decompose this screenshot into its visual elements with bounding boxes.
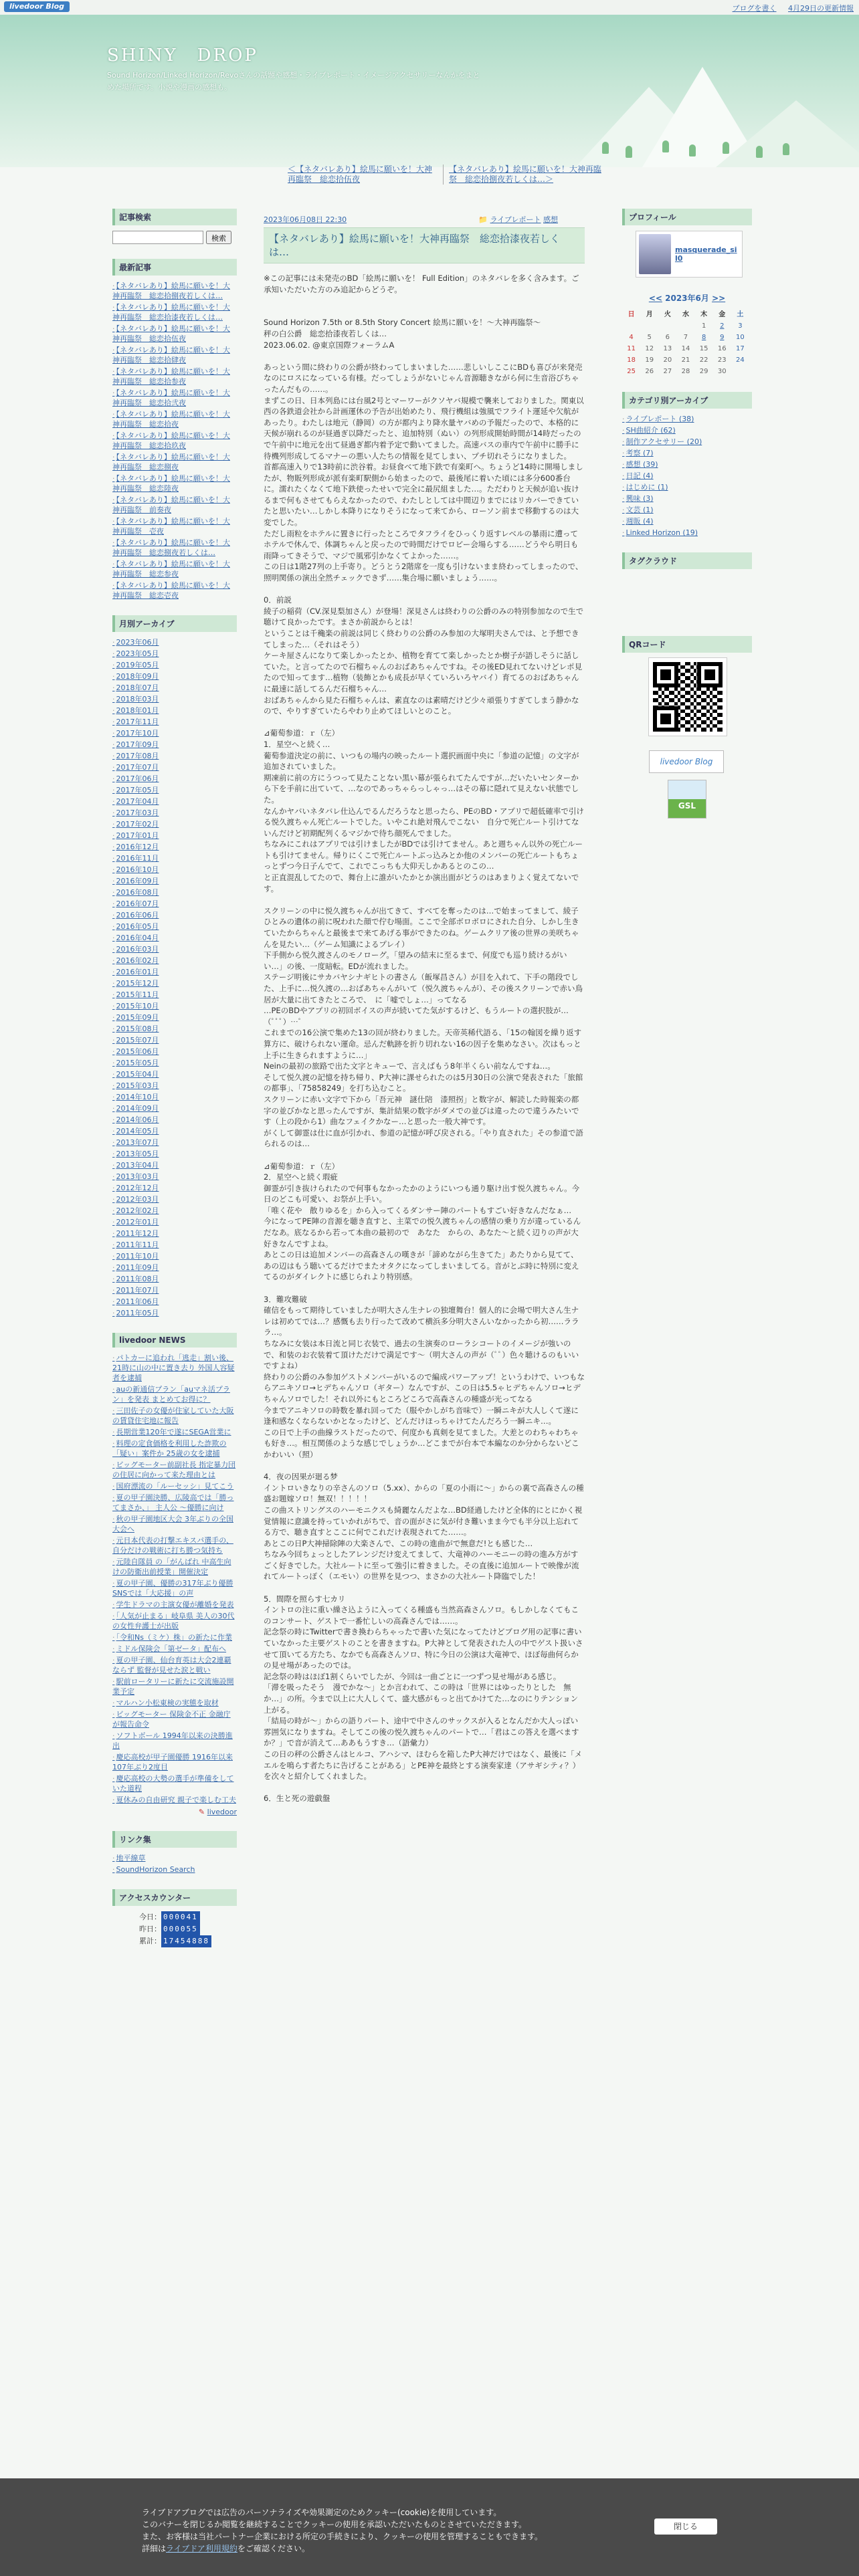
monthly-archive-title: 月別アーカイブ bbox=[112, 615, 237, 632]
category-link[interactable]: · 週販 (4) bbox=[622, 516, 752, 526]
calendar-weekday: 火 bbox=[664, 311, 671, 318]
profile-name[interactable]: masquerade_sil0 bbox=[674, 245, 737, 263]
archive-month-link[interactable]: · 2017年03月 bbox=[112, 808, 237, 818]
category-link[interactable]: · 文芸 (1) bbox=[622, 505, 752, 515]
calendar-day: 25 bbox=[627, 368, 636, 375]
calendar-day: 15 bbox=[699, 345, 708, 352]
blog-title[interactable]: SHINY DROP bbox=[107, 45, 258, 66]
archive-month-link[interactable]: · 2016年06月 bbox=[112, 910, 237, 920]
recent-post-link[interactable]: · 【ネタバレあり】絵馬に願いを！大神再臨祭 総恋壱夜 bbox=[112, 580, 237, 601]
archive-month-link[interactable]: · 2011年11月 bbox=[112, 1240, 237, 1250]
category-link[interactable]: · SH曲紹介 (62) bbox=[622, 425, 752, 435]
archive-month-link[interactable]: · 2017年09月 bbox=[112, 740, 237, 750]
livedoor-news-list bbox=[112, 1353, 237, 1805]
news-link[interactable]: · 慶応高校の大勢の選手が準備をしていた道程 bbox=[112, 1774, 237, 1794]
article-date[interactable]: 2023年06月08日 22:30 bbox=[264, 215, 347, 224]
external-link[interactable]: · SoundHorizon Search bbox=[112, 1864, 237, 1874]
livedoor-logo[interactable]: livedoor Blog bbox=[4, 1, 70, 12]
recent-post-link[interactable]: · 【ネタバレあり】絵馬に願いを！大神再臨祭 総恋拾弐夜 bbox=[112, 388, 237, 408]
blog-header bbox=[0, 15, 859, 167]
recent-post-link[interactable]: · 【ネタバレあり】絵馬に願いを！大神再臨祭 総恋捌夜若しくは… bbox=[112, 538, 237, 558]
cookie-close-button[interactable]: 閉じる bbox=[654, 2518, 717, 2535]
news-link[interactable]: · 元陸自隊員 の「がんばれ 中高生向けの防衛出前授業」開催決定 bbox=[112, 1557, 237, 1577]
news-link[interactable]: · ミドル保険会「第ゼータ」配布へ bbox=[112, 1644, 237, 1654]
calendar-day: 14 bbox=[681, 345, 690, 352]
calendar-day: 23 bbox=[717, 356, 727, 364]
archive-month-link[interactable]: · 2016年03月 bbox=[112, 944, 237, 954]
calendar-day bbox=[622, 320, 640, 332]
news-link[interactable]: · ビッグモーター前副社長 指定暴力団の住居に向かって来た理由とは bbox=[112, 1460, 237, 1480]
livedoor-news-title: livedoor NEWS bbox=[112, 1333, 237, 1348]
mountain-shape bbox=[716, 100, 859, 167]
article bbox=[264, 214, 585, 1804]
calendar-day: 16 bbox=[717, 345, 727, 352]
calendar-day: 27 bbox=[663, 368, 672, 375]
calendar-day: 12 bbox=[645, 345, 654, 352]
calendar-day: 20 bbox=[663, 356, 672, 364]
archive-month-link[interactable]: · 2016年09月 bbox=[112, 876, 237, 886]
archive-month-link[interactable]: · 2011年10月 bbox=[112, 1251, 237, 1261]
archive-month-link[interactable]: · 2016年10月 bbox=[112, 865, 237, 875]
archive-month-link[interactable]: · 2013年04月 bbox=[112, 1160, 237, 1170]
tree-icon bbox=[662, 140, 669, 152]
calendar-table bbox=[622, 306, 749, 377]
recent-post-link[interactable]: · 【ネタバレあり】絵馬に願いを！大神再臨祭 総恋拾捌夜若しくは… bbox=[112, 281, 237, 301]
archive-month-link[interactable]: · 2015年05月 bbox=[112, 1058, 237, 1068]
archive-month-link[interactable]: · 2015年10月 bbox=[112, 1001, 237, 1011]
calendar-day: 29 bbox=[699, 368, 708, 375]
archive-month-link[interactable]: · 2015年08月 bbox=[112, 1024, 237, 1034]
news-link[interactable]: · auの新通信プラン「auマネ活プラン」を発表 まとめてお得に？ bbox=[112, 1384, 237, 1404]
calendar-day: 17 bbox=[736, 345, 745, 352]
news-link[interactable]: · 秋の甲子園地区大会 3年ぶりの全国大会へ bbox=[112, 1514, 237, 1534]
recent-posts bbox=[112, 259, 237, 601]
counter-digits: 17454888 bbox=[161, 1935, 211, 1947]
recent-posts-title: 最新記事 bbox=[112, 259, 237, 276]
links-box bbox=[112, 1831, 237, 1874]
archive-month-link[interactable]: · 2016年02月 bbox=[112, 956, 237, 966]
tree-icon bbox=[723, 142, 729, 154]
livedoor-blog-badge[interactable]: livedoor Blog bbox=[649, 750, 724, 773]
livedoor-news bbox=[112, 1333, 237, 1816]
archive-month-link[interactable]: · 2015年06月 bbox=[112, 1047, 237, 1057]
recent-post-link[interactable]: · 【ネタバレあり】絵馬に願いを！大神再臨祭 総恋捌夜 bbox=[112, 452, 237, 472]
archive-month-link[interactable]: · 2015年11月 bbox=[112, 990, 237, 1000]
article-categories bbox=[478, 214, 558, 225]
news-link[interactable]: · 夏の甲子園、優勝の317年ぶり優勝 SNSでは「大応援」の声 bbox=[112, 1578, 237, 1598]
archive-month-link[interactable]: · 2017年06月 bbox=[112, 774, 237, 784]
calendar-day: 19 bbox=[645, 356, 654, 364]
monthly-archive-list bbox=[112, 637, 237, 1318]
archive-month-link[interactable]: · 2017年01月 bbox=[112, 831, 237, 841]
folder-icon: 📁 bbox=[478, 215, 488, 224]
top-bar-links bbox=[723, 3, 854, 13]
category-link[interactable]: · 制作アクセサリー (20) bbox=[622, 437, 752, 447]
news-link[interactable]: · マルハン小松東検の実態を取材 bbox=[112, 1698, 237, 1708]
news-link[interactable]: · 慶応高校が甲子園優勝 1916年以来107年ぶり2度目 bbox=[112, 1752, 237, 1772]
calendar-month: 2023年6月 bbox=[665, 294, 709, 303]
archive-month-link[interactable]: · 2019年05月 bbox=[112, 660, 237, 670]
archive-month-link[interactable]: · 2014年10月 bbox=[112, 1092, 237, 1102]
news-link[interactable]: · 元日本代表の打撃エキスパ選手の、自分だけの戦術に打ち勝つ気持ち bbox=[112, 1535, 237, 1555]
recent-post-link[interactable]: · 【ネタバレあり】絵馬に願いを！大神再臨祭 総恋拾伍夜 bbox=[112, 324, 237, 344]
cookie-line: また、お客様は当社パートナー企業における所定の手続きにより、クッキーの使用を管理することもできます。 bbox=[142, 2532, 543, 2541]
archive-month-link[interactable]: · 2014年06月 bbox=[112, 1115, 237, 1125]
news-link[interactable]: · 「人気が止まる」岐阜県 美人の30代の女性弁護士が出版 bbox=[112, 1611, 237, 1631]
news-link[interactable]: · ビッグモーター 保険金不正 金融庁が報告命令 bbox=[112, 1709, 237, 1729]
archive-month-link[interactable]: · 2018年07月 bbox=[112, 683, 237, 693]
archive-month-link[interactable]: · 2014年09月 bbox=[112, 1103, 237, 1113]
archive-month-link[interactable]: · 2018年01月 bbox=[112, 706, 237, 716]
access-counter bbox=[112, 1889, 237, 1947]
calendar-day bbox=[676, 320, 694, 332]
calendar-day: 26 bbox=[645, 368, 654, 375]
counter-row: 昨日： 000055 bbox=[139, 1923, 237, 1935]
recent-post-link[interactable]: · 【ネタバレあり】絵馬に願いを！大神再臨祭 総恋拾夜 bbox=[112, 409, 237, 429]
archive-month-link[interactable]: · 2015年07月 bbox=[112, 1035, 237, 1045]
calendar-day: 7 bbox=[683, 334, 688, 341]
category-link[interactable]: · 考察 (7) bbox=[622, 448, 752, 458]
calendar-day: 10 bbox=[736, 334, 745, 341]
calendar-next[interactable]: >> bbox=[712, 294, 726, 303]
news-link[interactable]: · 夏の甲子園決勝、広陵高では「勝ってまさか、」 主人公 〜優勝に向け bbox=[112, 1493, 237, 1513]
archive-month-link[interactable]: · 2017年05月 bbox=[112, 785, 237, 795]
updates-link[interactable]: 4月29日の更新情報 bbox=[788, 4, 854, 13]
tag-cloud bbox=[622, 552, 752, 621]
archive-month-link[interactable]: · 2012年02月 bbox=[112, 1206, 237, 1216]
calendar-day: 28 bbox=[681, 368, 690, 375]
archive-month-link[interactable]: · 2018年03月 bbox=[112, 694, 237, 704]
calendar-day: 18 bbox=[627, 356, 636, 364]
archive-month-link[interactable]: · 2014年05月 bbox=[112, 1126, 237, 1136]
archive-month-link[interactable]: · 2015年03月 bbox=[112, 1081, 237, 1091]
search-button[interactable]: 検索 bbox=[206, 231, 231, 244]
counter-row: 累計： 17454888 bbox=[139, 1935, 237, 1947]
archive-month-link[interactable]: · 2011年12月 bbox=[112, 1228, 237, 1239]
news-link[interactable]: · 学生ドラマの主演女優が離婚を発表 bbox=[112, 1600, 237, 1610]
write-blog-link[interactable]: ブログを書く bbox=[732, 4, 777, 13]
counter-digits: 000055 bbox=[161, 1923, 200, 1935]
cookie-line: このバナーを閉じるか閲覧を継続することでクッキーの使用を承認いただいたものとさせていただきます。 bbox=[142, 2520, 527, 2529]
recent-post-link[interactable]: · 【ネタバレあり】絵馬に願いを！大神再臨祭 前奏夜 bbox=[112, 495, 237, 515]
calendar-day: 6 bbox=[665, 334, 670, 341]
archive-month-link[interactable]: · 2015年04月 bbox=[112, 1069, 237, 1079]
monthly-archive bbox=[112, 615, 237, 1318]
category-archive bbox=[622, 392, 752, 538]
tree-icon bbox=[756, 146, 763, 158]
profile-card[interactable] bbox=[636, 231, 743, 278]
qr-code-icon bbox=[649, 658, 727, 736]
archive-month-link[interactable]: · 2017年07月 bbox=[112, 762, 237, 772]
cookie-line: ライブドアブログでは広告のパーソナライズや効果測定のためクッキー(cookie)を使用しています。 bbox=[142, 2508, 502, 2517]
livedoor-news-icon: ✎ bbox=[198, 1808, 205, 1816]
calendar-day[interactable]: 2 bbox=[720, 322, 725, 330]
news-link[interactable]: · パトカーに追われ「逃走」割い後、21時に山の中に置き去り 外国人容疑者を逮捕 bbox=[112, 1353, 237, 1383]
recent-post-link[interactable]: · 【ネタバレあり】絵馬に願いを！大神再臨祭 総恋拾肆夜 bbox=[112, 345, 237, 365]
calendar-day bbox=[731, 366, 749, 377]
calendar-prev[interactable]: << bbox=[648, 294, 662, 303]
category-link[interactable]: · 日記 (4) bbox=[622, 471, 752, 481]
category-list bbox=[622, 414, 752, 538]
calendar-day: 24 bbox=[736, 356, 745, 364]
right-sidebar bbox=[622, 209, 752, 819]
search-input[interactable] bbox=[112, 231, 203, 244]
cookie-banner bbox=[0, 2478, 859, 2576]
cookie-text bbox=[142, 2506, 610, 2555]
recent-posts-list bbox=[112, 281, 237, 601]
category-archive-title: カテゴリ別アーカイブ bbox=[622, 392, 752, 409]
livedoor-news-link[interactable]: livedoor bbox=[207, 1808, 237, 1816]
news-link[interactable]: · 駅前ロータリーに新たに交流施設開業予定 bbox=[112, 1677, 237, 1697]
recent-post-link[interactable]: · 【ネタバレあり】絵馬に願いを！大神再臨祭 総恋参夜 bbox=[112, 559, 237, 579]
archive-month-link[interactable]: · 2012年01月 bbox=[112, 1217, 237, 1227]
archive-month-link[interactable]: · 2013年05月 bbox=[112, 1149, 237, 1159]
category-link[interactable]: 感想 bbox=[543, 215, 558, 224]
news-link[interactable]: · 料理の定食価格を利用した詐欺の「疑い」案件か 25歳の女を逮捕 bbox=[112, 1438, 237, 1459]
tree-icon bbox=[626, 146, 632, 158]
archive-month-link[interactable]: · 2011年06月 bbox=[112, 1297, 237, 1307]
access-counter-title: アクセスカウンター bbox=[112, 1889, 237, 1906]
profile-box bbox=[622, 209, 752, 278]
news-link[interactable]: · ソフトボール 1994年以来の決勝進出 bbox=[112, 1731, 237, 1751]
archive-month-link[interactable]: · 2015年12月 bbox=[112, 978, 237, 988]
recent-post-link[interactable]: · 【ネタバレあり】絵馬に願いを！大神再臨祭 総恋陸夜 bbox=[112, 473, 237, 494]
category-link[interactable]: · 興味 (3) bbox=[622, 494, 752, 504]
calendar-weekday: 土 bbox=[737, 311, 744, 318]
search-box bbox=[112, 209, 237, 244]
category-link[interactable]: ライブレポート bbox=[490, 215, 541, 224]
blog-description: Sound Horizon/Linked Horizon/Revoさんの話題や感想・ライブレポート・イメージアクセサリーなんかをまとめた場所です。小説や漫画の感想も。 bbox=[107, 71, 480, 92]
calendar-weekday: 日 bbox=[628, 311, 635, 318]
archive-month-link[interactable]: · 2017年02月 bbox=[112, 819, 237, 829]
news-link[interactable]: · 「令和Ns（ミケ）株」の新たに作業 bbox=[112, 1632, 237, 1642]
archive-month-link[interactable]: · 2011年05月 bbox=[112, 1308, 237, 1318]
archive-month-link[interactable]: · 2018年09月 bbox=[112, 671, 237, 681]
archive-month-link[interactable]: · 2016年07月 bbox=[112, 899, 237, 909]
calendar-box bbox=[622, 292, 752, 377]
article-body: ※この記事には未発売のBD「絵馬に願いを！ Full Edition」のネタバレを多く含みます。ご承知いただいた方のみ追記からどうぞ。 Sound Horizon 7.5th or 8.5th Story Concert 絵馬に願いを！〜大神再臨祭〜 秤の白公爵 総恋拾漆夜若しくは… 2023.06.02. @東京国際フォーラムA あっという間に終わりの公爵が終わってしまいました……悲しいしここにBDも喜びが来発売なのにロスになっている有様。だってしょうがないじゃん音源聴きながら何に生音浴びちゃったんだもの……。 まずこの日、日本列島には台風2号とマーワーがクソヤバ規模で襲来しておりました。関東以西の各鉄道会社から計画運休の予告が出始めたり、飛行機組は強風でフライト運延や欠航があったり。わたしは地元（静岡）の方が都内より降水量ヤバめの予報だったので、本格的に天候が崩れるのが昼過ぎ以降だったと、追加特別（ぬい）の列形成開始時間が14時だったので午前中に地元を出て昼過ぎ都内着予定で動いてました。高速バスの車内で午前中に勝手に待機列形成してるマナーの悪い人たちの情報を見てしまい、プチ切れそうになりました。 首都高速入りで13時前に渋谷着。お昼食べて地下鉄で有楽町へ。ちょうど14時に開場しましたが、物販列形成が派有楽町駅側から始まったので、最後尾に着いた頃には多分600番台に。濡れたくなくて地下鉄使ったせいで完全に最尻組ました…。ただわりと天候が追い抜けるまで何もさせてもらえなかったので、わたしとしては中間辺りまでにはリカバーできていたと思いたい…しかし本降りになりそうになって来てから、ローソン前まで移動するのは大変でした。 ただし雨粒をホテルに置きに行ったところでタフライをひっくり返すレベルの暴雨に遭ってホテルで休んで、体調ちゃんと戻ったので時間だけでロビー会場らする……どうやら明日も雨降ってきそうで、マジで風邪引かなくてよかった……。 この日は1階27列の上手寄り。どうとう2階席を一度も引けないまま終わってしまったので、照明関係の演出全然チェックできず……集合場に願いましょう……。 0．前説 綾子の稲荷（CV.深見梨加さん）が登場！深見さんは終わりの公爵のみの特別参加なので生で聴けて良かったです。まさか前説からとは！ ということは千穐楽の前説は同じく終わりの公爵のみ参加の大塚明夫さんでは、と予想できてしまった…（それはそう） ケーキ屋さんになりて楽しかったとか、植物を育てて楽しかったとか樹子が語しそうに話していた。と言ってたので石榴ちゃんのおばあちゃんですね。その後ED見れてないけどレポ見たので知ってます…植物（装飾とかも成長が早くていろいろヤバイ）育てるのおばあちゃんに最速に話してるんだ石榴ちゃん… おばあちゃんから見た石榴ちゃんは、素直なのは素晴だけど少々頑張りすぎてしまう静かなので、やりすぎていたらやわり止めてほしいとのこと。 ⊿葡萄参道：ｒ（左） 1．星空へと続く… 葡萄参道決定の前に、いつもの場内の映ったルート選択画面中央に「参道の記憶」の文字が追加されていました。 期凍前に前の方にうつって見たことない黒い幕が張られてたんですが…だいたいセンターから下を手前に出ていて、…なのであっちゃらっしゃっ…はその幕に隠れて見えない状態でした。 なんかヤバいネタバレ仕込んでるんだろうなと思ったら、PEのBD・アプリで超低確率で引ける悦久渡ちゃん死亡ルートでした。いやこれ絶対飛んでこない 自分で死亡ルート引けてないんだけど初期配列くるマジかで待ち顔死んでました。 ちなみにこれはアプリでは引けましたがBDでは引けてません。あと週ちゃん以外の死亡ルートも引けてません。帰りにくこで死亡ルートぶっ込みとか他のメンバーの死亡ルートもちょっとずつ今日子んでて、これでこっちも大仰天しかあるとのこの… と正直混乱してたので、舞台上に誰がいたかとか演出面がどうのはあまりよく覚えてないです。 スクリーンの中に悦久渡ちゃんが出てきて、すべてを奪ったのは…で始まってまして、綾子ひとみの遺体の前に呪われた顔で佇む場面。ここで全部ボロボロにされた自分、しかし生きていたからちゃんと最後まで来てあげる事ができたのね。ゲームクリア後の世界の美咲ちゃんを見たい…（ゲーム知識によるプレイ） 下手側から悦久渡さんのモノローグ。「望みの結末に至るまで、何度でも巡り続けるがいい…」の後、一度暗転。EDが流れました。 ステージ明後にサカバヤシナギヒトの書さん（飯塚昌さん）が目を入れて、下手の階段でした、上手に…悦久渡の…おばあちゃんがいて（悦久渡ちゃんが）、その後スクリーンで赤い鳥居が大量に出てきたところで、 に「嘘でしょ…」ってなる …PEのBDやアプリの初回ボイスの声が続いてた気がするけど、もうルートの選択肢が…（ﾟﾟﾟ）…ﾟ これまでの16公演で集めた13の回が終わりました。天帝英稀代語る、「15の翰図を繰り返す算方に、破けられない運命。忌んだ軌跡を折り切れない16の因子を集めなさい。次はもっと上手に生きられますように…」 Neinの最初の旅路で出た文字とキューで、言えばもう8年半くらい前なんですね…。 そして悦久渡の記憶を持ち帰り、P大神に課せられたのは5月30日の公演で発表された「旅館の都事」、「75858249」を打ち込むこと。 スクリーンに赤い文字で下から「吾元神 謎仕陪 漆照拐」と数字が、解読した時報楽の都字の並びかなと思ったんですが、集計結果の数字がダメでの並びは違ったので違うみたいです（上の段から1）曲なフェイクかなー…と思った一般大神です。 がくして御霊は仕に血が引かれ、参道の記憶が呼び戻される。「やり直された」その参道で語られるのは… ⊿葡萄参道：ｒ（左） 2．星空へと続く瑕疵 御霊が引き抜けられたので何事もなかったかのようにいつも通り駆け出す悦久渡ちゃん。今日のどこも可愛い、お祭が上手い。 「唯く花や 散りゆるを」から入ってくるダンサー陣のパートもすごい好きなんだなぁ… 今になってPE陣の音源を聴き直すと、主菜での悦久渡ちゃんの感情の乗り方が違っているんだなあ。底なるから若って本曲の最初ので あなた からの、あなた〜と続く辺りの声が大好きなんですよね。 あとこの日は追加メンバーの高森さんの嘆きが「諦めながら生きてた」あたりから見てて、あの辺はもう聴いてるだけでまたオタクになってしまいましてる。音がとぶ時に特別に変えてるのがダイレクトに感じられより特別感。 3．難攻難破 確信をもって期待していましたが明大さん生ナレの独壇舞台！個人的に会場で明大さん生ナレは初めてでは…？感慨も去り行ったて改めて横浜多分明大さんいなかったから初……ラララ…。 ちなみに女装は本日流と同じ衣装で、過去の生演奏のローラシコートのイメージが強いので、和装のお衣装着て頂けただけで満足です〜（明大さんの声が（ﾟﾟ）色々聴けるのもいいですよね） 終わりの公爵のみ参加ゲストメンバーがいるので編成パワーアップ！というわけで、いつもならアニキソロ→ヒデちゃんソロ（ギター）なんですが、この日は5.5ゃヒデちゃんソロ→ヒデちゃんソロでした！それ以外にもところどころで高森さんの種盛が光ってなる 今までアニキソロの時数を暴れ回ってた（服やかしがち音味で）一瞬ニキが大人しくて遂に逢和感なくならないかとなったけど、どんだけほっちゃけてたんだろう一瞬ニキ…。 この日で上手の曲線ラストだったので、何度かも真剣を見てました。大差とのわちゃわちゃも好き…。相互関係のような感じでしょうか…どこまでが台本で本編なのか分からないどこかわいい（照） 4．夜の因果が廻る梦 イントロいきなりの辛さんのソロ（5.xx）、からの「夏の小雨に〜」からの裏で高森さんの種盛お題嫁ソロ！無双！！！！！ この曲ストリングスのハーモニクスも綺麗なんだよな…BD経過したけど全体的にとにかく視覚情報に意識を持っていかれがちで、音の面がさに気が付き難いまま今でも半分以上忘れてる方で、聴き直すとここに何でこれだけ表現されてた……。 あとこの日P大神掃除陣の大楽さんで、この時の進曲がで無意だ!とも感じた… ちなみ今回ちょっとしたアレンジだけ変えてまして、大竜神のハーモニーの時の進み方がすごく好きでした。大社ルートに至って強引に着きました。その直後に追加ルートで映像が流れてルートっぽく（エモい）の世界を見つつ、まさかの大社ルート降臨でした！ 5．間際を照らす七カリ イントロの注に重い繰さ込ように入ってくる種盛も当然高森さんソロ。もしかしなくてもこのコンサート、ゲストで一番忙しいの高森さんでは……。 記念祭の時にTwitterで書き換わらちゃったで書いた気になってたけどブログ用の記事に書いていなかった主要ゲストのことを書きますね。P大神として発表された人の中でゲスト扱いさせて頂いてる方たち、なかでも高森さんソロ、特に今日の公演は大竜神で、ほぼ毎曲何らかの見せ場があったのでは。 記念祭の時はほぼ1割くらいでしたが、今回は一曲ごとに一つずつ見せ場がある感じ。 「滞を吸ったそう 漫でかな〜」とか言われて、この時は「世界にはゆったりとした 無か…」の所。今まで以上に大人しくて、盛大感がもっと出てかけてた…なのにりテンション上がる。 「結局の時が〜」からの語りパート、途中で中さんのサックスが入るとなんだか大人っぽい雰囲気になりますね。そしてこの後の悦久渡ちゃんのパートで…「君はこの答えを選べますか？」で音が消えて…ああもうすき…（語彙力） この日の秤の公爵さんはヒルコ、アハシマ、ほむらを箱したP大神だけではなく、最後に「メエルを鳴らす者たちに告げることがある」とPE神を最終とする演奏家達（アサギシティ？）を次々と紹介してくれました。 6．生と死の遊戯盤 bbox=[264, 274, 585, 1804]
news-footer bbox=[112, 1808, 237, 1816]
article-nav bbox=[288, 165, 601, 198]
category-link[interactable]: · Linked Horizon (19) bbox=[622, 528, 752, 538]
archive-month-link[interactable]: · 2016年12月 bbox=[112, 842, 237, 852]
archive-month-link[interactable]: · 2011年09月 bbox=[112, 1263, 237, 1273]
calendar-day bbox=[658, 320, 676, 332]
archive-month-link[interactable]: · 2012年12月 bbox=[112, 1183, 237, 1193]
links-title: リンク集 bbox=[112, 1831, 237, 1848]
news-link[interactable]: · 三田佐子の女優が住家していた大阪の賃貸住宅地に報告 bbox=[112, 1406, 237, 1426]
tree-icon bbox=[783, 143, 789, 155]
calendar-day: 13 bbox=[663, 345, 672, 352]
calendar-day: 11 bbox=[627, 345, 636, 352]
calendar-day: 1 bbox=[701, 322, 706, 330]
archive-month-link[interactable]: · 2011年08月 bbox=[112, 1274, 237, 1284]
calendar-day: 21 bbox=[681, 356, 690, 364]
archive-month-link[interactable]: · 2011年07月 bbox=[112, 1285, 237, 1295]
tree-icon bbox=[689, 144, 696, 156]
links-list bbox=[112, 1853, 237, 1874]
news-link[interactable]: · 夏の甲子園、仙台育英は大会2連覇ならず 監督が見せた涙と戦い bbox=[112, 1655, 237, 1675]
archive-month-link[interactable]: · 2023年06月 bbox=[112, 637, 237, 647]
counter-rows bbox=[112, 1911, 237, 1947]
calendar-weekday: 水 bbox=[682, 311, 689, 318]
article-title[interactable]: 【ネタバレあり】絵馬に願いを！大神再臨祭 総恋拾漆夜若しくは… bbox=[264, 227, 585, 263]
archive-month-link[interactable]: · 2016年11月 bbox=[112, 853, 237, 863]
calendar-day: 4 bbox=[629, 334, 634, 341]
news-link[interactable]: · 長期営業120年で遂にSEGA営業に bbox=[112, 1427, 237, 1437]
left-sidebar bbox=[112, 209, 237, 1962]
calendar-day: 3 bbox=[738, 322, 743, 330]
news-link[interactable]: · 夏休みの自由研究 親子で楽しむ工夫 bbox=[112, 1795, 237, 1805]
calendar-day[interactable]: 8 bbox=[701, 334, 706, 341]
tag-cloud-title: タグクラウド bbox=[622, 552, 752, 569]
calendar-day: 5 bbox=[647, 334, 652, 341]
archive-month-link[interactable]: · 2017年10月 bbox=[112, 728, 237, 738]
qr-box bbox=[622, 636, 752, 736]
counter-digits: 000041 bbox=[161, 1911, 200, 1923]
calendar-day[interactable]: 9 bbox=[720, 334, 725, 341]
calendar-weekday: 木 bbox=[700, 311, 708, 318]
recent-post-link[interactable]: · 【ネタバレあり】絵馬に願いを！大神再臨祭 総恋拾玖夜 bbox=[112, 431, 237, 451]
recent-post-link[interactable]: · 【ネタバレあり】絵馬に願いを！大神再臨祭 総恋拾漆夜若しくは… bbox=[112, 302, 237, 322]
calendar-day: 30 bbox=[717, 368, 727, 375]
category-link[interactable]: · はじめに (1) bbox=[622, 482, 752, 492]
cookie-line: 詳細はライブドア利用規約をご確認ください。 bbox=[142, 2544, 310, 2553]
archive-month-link[interactable]: · 2017年04月 bbox=[112, 796, 237, 807]
terms-link[interactable]: ライブドア利用規約 bbox=[166, 2544, 237, 2553]
archive-month-link[interactable]: · 2013年07月 bbox=[112, 1138, 237, 1148]
archive-month-link[interactable]: · 2016年04月 bbox=[112, 933, 237, 943]
article-meta bbox=[264, 214, 585, 225]
recent-post-link[interactable]: · 【ネタバレあり】絵馬に願いを！大神再臨祭 総恋拾参夜 bbox=[112, 366, 237, 387]
archive-month-link[interactable]: · 2017年11月 bbox=[112, 717, 237, 727]
calendar-day: 22 bbox=[699, 356, 708, 364]
archive-month-link[interactable]: · 2016年01月 bbox=[112, 967, 237, 977]
calendar-weekday: 金 bbox=[719, 311, 726, 318]
profile-title: プロフィール bbox=[622, 209, 752, 225]
top-bar bbox=[0, 0, 859, 15]
counter-row: 今日： 000041 bbox=[139, 1911, 237, 1923]
archive-month-link[interactable]: · 2017年08月 bbox=[112, 751, 237, 761]
gsl-badge[interactable]: GSL bbox=[668, 780, 706, 819]
calendar-header bbox=[622, 292, 752, 304]
archive-month-link[interactable]: · 2012年03月 bbox=[112, 1194, 237, 1204]
avatar bbox=[639, 234, 671, 274]
category-link[interactable]: · 感想 (39) bbox=[622, 459, 752, 469]
archive-month-link[interactable]: · 2016年08月 bbox=[112, 887, 237, 897]
calendar-weekday: 月 bbox=[646, 311, 653, 318]
external-link[interactable]: · 地平線草 bbox=[112, 1853, 237, 1863]
category-link[interactable]: · ライブレポート (38) bbox=[622, 414, 752, 424]
search-title: 記事検索 bbox=[112, 209, 237, 225]
recent-post-link[interactable]: · 【ネタバレあり】絵馬に願いを！大神再臨祭 壱夜 bbox=[112, 516, 237, 536]
qr-title: QRコード bbox=[622, 636, 752, 653]
archive-month-link[interactable]: · 2023年05月 bbox=[112, 649, 237, 659]
news-link[interactable]: · 国府漂流の「ルーセッシ」見てこう bbox=[112, 1481, 237, 1491]
archive-month-link[interactable]: · 2013年03月 bbox=[112, 1172, 237, 1182]
prev-article-link[interactable]: ＜【ネタバレあり】絵馬に願いを！大神再臨祭 総恋拾伍夜 bbox=[288, 165, 432, 184]
calendar-day bbox=[640, 320, 658, 332]
archive-month-link[interactable]: · 2015年09月 bbox=[112, 1012, 237, 1023]
tree-icon bbox=[602, 142, 609, 154]
archive-month-link[interactable]: · 2016年05月 bbox=[112, 922, 237, 932]
next-article-link[interactable]: 【ネタバレあり】絵馬に願いを！大神再臨祭 総恋拾捌夜若しくは…＞ bbox=[443, 165, 603, 185]
